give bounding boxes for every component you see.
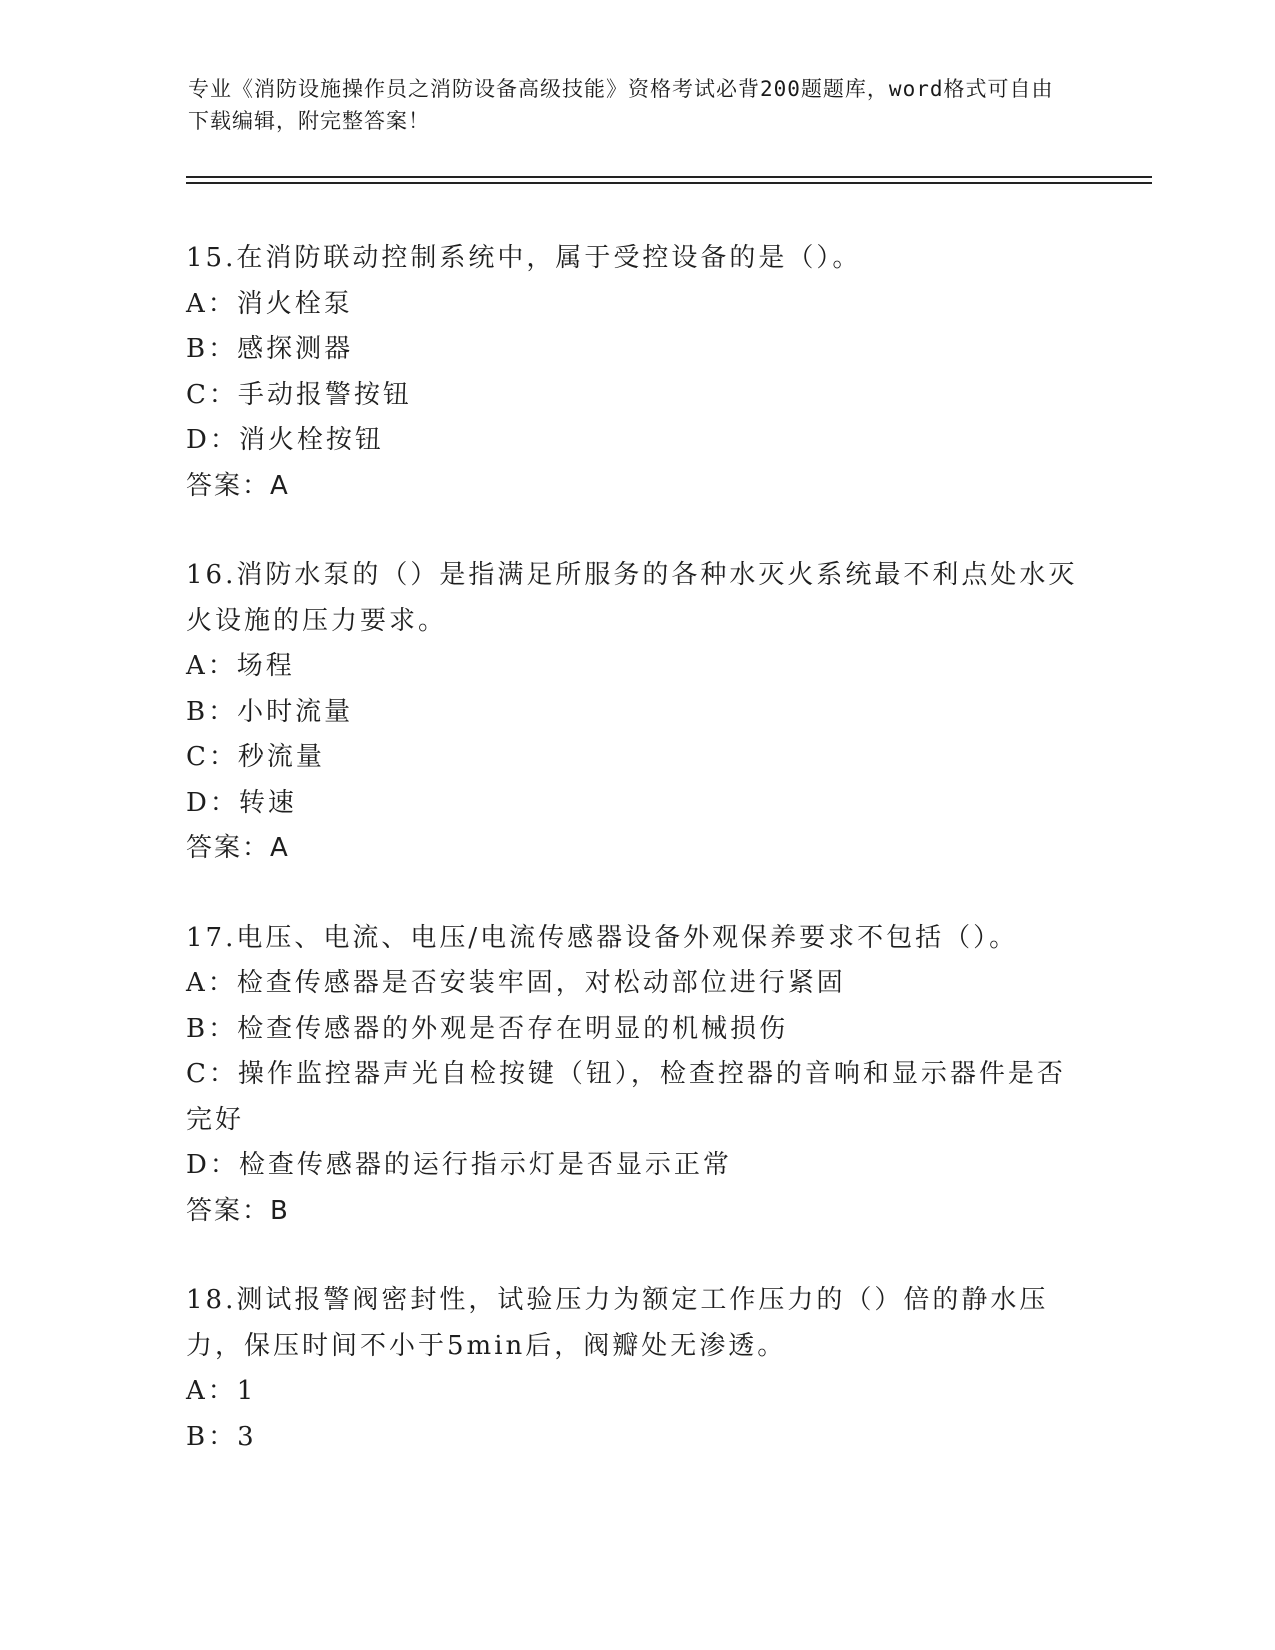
option-text: 检查传感器的外观是否存在明显的机械损伤	[237, 1013, 789, 1044]
option-text: 秒流量	[237, 742, 325, 772]
option-b	[186, 327, 1086, 373]
option-d	[186, 1143, 1086, 1189]
option-text: 消火栓按钮	[238, 425, 384, 455]
option-key: C：	[186, 379, 238, 410]
question-stem: 16.消防水泵的（）是指满足所服务的各种水灭火系统最不利点处水灭火设施的压力要求。	[186, 560, 1078, 636]
option-key: A：	[186, 1376, 237, 1406]
option-text: 检查传感器的运行指示灯是否显示正常	[238, 1150, 732, 1180]
option-key: C：	[186, 742, 238, 772]
option-text: 消火栓泵	[236, 288, 353, 319]
option-b	[186, 690, 1086, 736]
header-divider-top	[186, 176, 1152, 178]
option-key: C：	[186, 1059, 238, 1089]
option-text: 手动报警按钮	[237, 379, 412, 410]
option-text: 检查传感器是否安装牢固，对松动部位进行紧固	[236, 968, 846, 998]
option-key: D：	[186, 787, 239, 818]
option-c	[186, 1052, 1086, 1143]
option-a	[186, 1369, 1086, 1415]
option-key: A：	[186, 651, 237, 681]
option-key: B：	[186, 696, 238, 727]
header-divider-bottom	[186, 182, 1152, 184]
option-d	[186, 418, 1086, 464]
option-text: 场程	[236, 651, 295, 681]
option-b	[186, 1415, 1086, 1461]
option-key: A：	[186, 288, 237, 319]
question-15	[186, 236, 1086, 509]
option-a	[186, 282, 1086, 328]
option-text: 1	[236, 1376, 257, 1406]
option-key: B：	[186, 1013, 238, 1044]
question-18	[186, 1278, 1086, 1460]
question-stem: 18.测试报警阀密封性，试验压力为额定工作压力的（）倍的静水压力，保压时间不小于5min后，阀瓣处无渗透。	[186, 1285, 1049, 1361]
answer-label: 答案：A	[186, 470, 290, 501]
answer-label: 答案：B	[186, 1195, 290, 1226]
option-key: D：	[186, 425, 239, 455]
option-c	[186, 735, 1086, 781]
question-17	[186, 916, 1086, 1235]
option-a	[186, 644, 1086, 690]
question-stem: 17.电压、电流、电压/电流传感器设备外观保养要求不包括（）。	[186, 922, 1019, 953]
option-d	[186, 781, 1086, 827]
option-key: B：	[186, 334, 238, 364]
option-key: B：	[186, 1421, 238, 1452]
option-a	[186, 961, 1086, 1007]
option-key: A：	[186, 968, 237, 998]
question-16	[186, 553, 1086, 872]
answer-label: 答案：A	[186, 833, 290, 863]
option-key: D：	[186, 1150, 239, 1180]
option-c	[186, 373, 1086, 419]
option-text: 感探测器	[237, 334, 354, 364]
option-b	[186, 1007, 1086, 1053]
question-stem: 15.在消防联动控制系统中，属于受控设备的是（）。	[186, 243, 862, 273]
option-text: 小时流量	[237, 696, 354, 727]
option-text: 转速	[238, 787, 297, 818]
question-list	[186, 236, 1086, 1504]
document-header: 专业《消防设施操作员之消防设备高级技能》资格考试必背200题题库，word格式可自由下载编辑，附完整答案！	[188, 77, 1054, 133]
option-text: 操作监控器声光自检按键（钮），检查控器的音响和显示器件是否完好	[186, 1059, 1066, 1135]
option-text: 3	[237, 1421, 257, 1452]
